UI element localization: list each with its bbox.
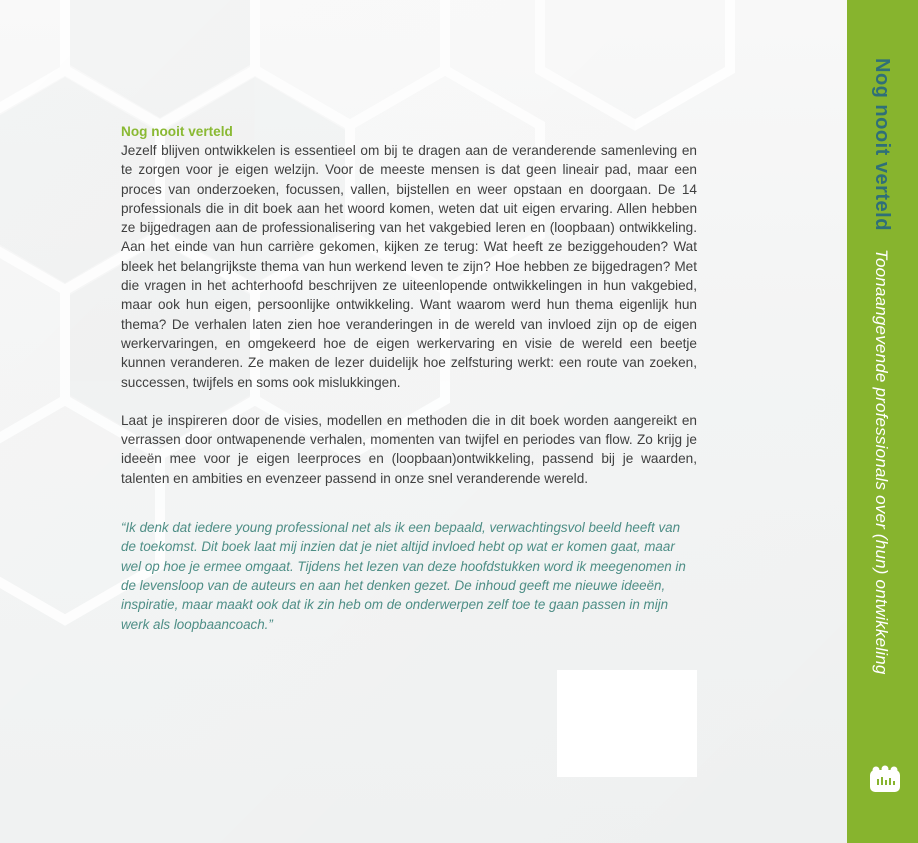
spine-subtitle: Toonaangevende professionals over (hun) ontwikkeling xyxy=(872,248,891,675)
spine-title: Nog nooit verteld xyxy=(871,58,893,231)
back-cover-text xyxy=(121,123,697,634)
spine-text xyxy=(870,58,893,675)
publisher-logo-icon xyxy=(869,765,901,793)
blurb-paragraph-1: Jezelf blijven ontwikkelen is essentieel om bij te dragen aan de veranderende samenleving en te zorgen voor je eigen welzijn. Voor de meeste mensen is dat geen lineair pad, maar een proces van onderzoeken, focussen, vallen, bijstellen en weer opstaan en doorgaan. De 14 professionals die in dit boek aan het woord komen, weten dat uit eigen ervaring. Allen hebben ze bijgedragen aan de professionalisering van het vakgebied leren en (loopbaan) ontwikkeling. Aan het einde van hun carrière gekomen, kijken ze terug: Wat heeft ze beziggehouden? Wat bleek het belangrijkste thema van hun werkend leven te zijn? Hoe hebben ze bijgedragen? Met die vragen in het achterhoofd beschrijven ze uiteenlopende ontwikkelingen in hun vakgebied, maar ook hun eigen, persoonlijke ontwikkeling. Want waarom werd hun thema eigenlijk hun thema? De verhalen laten zien hoe veranderingen in de wereld van invloed zijn op de eigen werkervaringen, en omgekeerd hoe de eigen werkervaring en visie de wereld een beetje kunnen veranderen. Ze maken de lezer duidelijk hoe zelfsturing werkt: een route van zoeken, successen, twijfels en soms ook mislukkingen. xyxy=(121,143,697,390)
blurb-heading: Nog nooit verteld xyxy=(121,124,233,139)
barcode-placeholder xyxy=(557,670,697,777)
book-spine xyxy=(847,0,918,843)
reader-quote: “Ik denk dat iedere young professional net als ik een bepaald, verwachtingsvol beeld heeft van de toekomst. Dit boek laat mij inzien dat je niet altijd invloed hebt op wat er komen gaat, maar wel op hoe je ermee omgaat. Tijdens het lezen van deze hoofdstukken word ik meegenomen in de levensloop van de auteurs en aan het denken gezet. De inhoud geeft me nieuwe ideeën, inspiratie, maar maakt ook dat ik zin heb om de onderwerpen zelf toe te gaan passen in mijn werk als loopbaancoach.” xyxy=(121,520,686,632)
blurb-paragraph-2: Laat je inspireren door de visies, modellen en methoden die in dit boek worden aangereikt en verrassen door ontwapenende verhalen, momenten van twijfel en periodes van flow. Zo krijg je ideeën mee voor je eigen leerproces en (loopbaan)ontwikkeling, passend bij je waarden, talenten en ambities en evenzeer passend in onze snel veranderende wereld. xyxy=(121,412,697,486)
